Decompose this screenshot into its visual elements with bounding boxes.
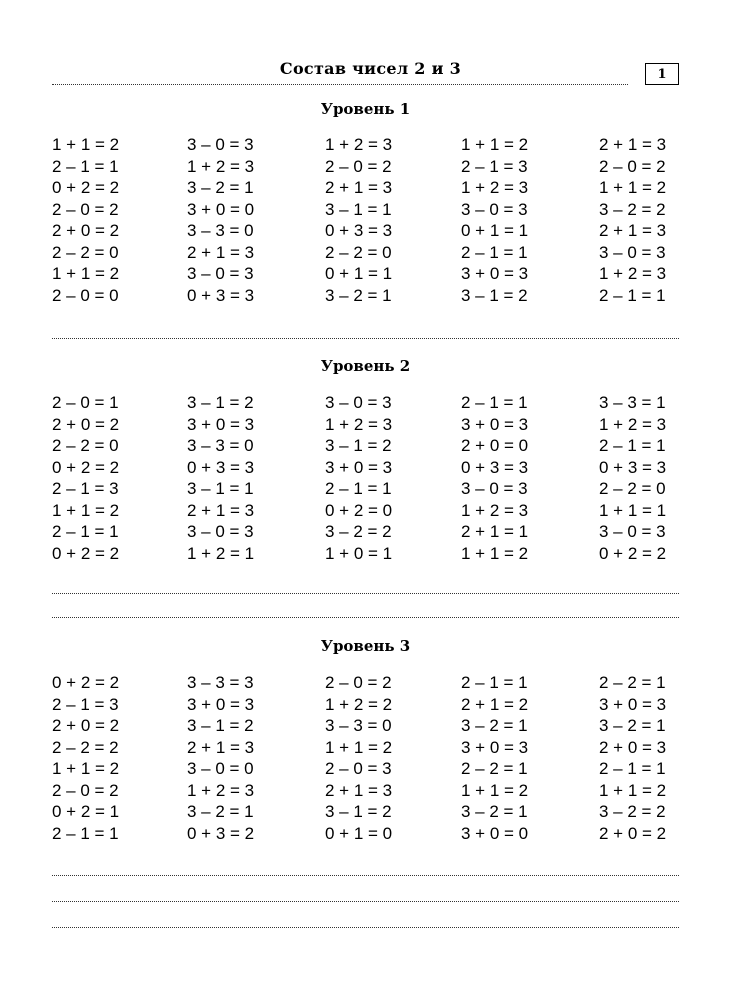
equation: 3 + 0 = 3 <box>187 414 255 434</box>
equation: 3 – 3 = 1 <box>599 393 666 412</box>
equation: 2 – 0 = 0 <box>52 285 119 305</box>
equation: 2 – 0 = 2 <box>325 156 392 176</box>
answer-line[interactable] <box>52 338 679 339</box>
equation: 1 + 1 = 2 <box>599 178 667 197</box>
equation: 2 – 0 = 2 <box>52 199 119 219</box>
equation: 1 + 2 = 3 <box>599 264 667 283</box>
equation: 2 + 1 = 2 <box>461 694 529 714</box>
equation: 2 + 1 = 3 <box>187 500 255 520</box>
page-number-box: 1 <box>645 63 679 85</box>
equation: 3 – 2 = 2 <box>325 522 392 541</box>
equation: 3 – 3 = 3 <box>187 673 254 692</box>
equation: 3 – 2 = 2 <box>599 199 666 219</box>
equation: 2 – 0 = 3 <box>325 759 392 778</box>
equation: 2 + 0 = 0 <box>461 436 529 455</box>
equation: 3 – 3 = 0 <box>187 221 254 240</box>
equation: 2 + 1 = 3 <box>325 780 393 800</box>
equation: 2 – 1 = 1 <box>52 522 119 541</box>
title-divider <box>52 84 628 85</box>
equation: 1 + 2 = 3 <box>187 780 255 800</box>
equation: 3 – 1 = 1 <box>187 479 254 498</box>
level-3-exercises <box>52 672 692 844</box>
equation: 3 – 0 = 0 <box>187 759 254 778</box>
equation: 1 + 1 = 2 <box>52 500 120 520</box>
equation: 1 + 2 = 3 <box>461 178 529 197</box>
equation: 2 – 0 = 2 <box>325 673 392 692</box>
equation: 3 – 0 = 3 <box>461 199 528 219</box>
equation: 2 + 1 = 3 <box>599 221 667 240</box>
equation: 0 + 1 = 0 <box>325 823 393 843</box>
equation: 1 + 2 = 3 <box>325 135 393 154</box>
equation: 1 + 2 = 3 <box>325 414 393 434</box>
equation: 1 + 1 = 2 <box>325 737 393 757</box>
level-1-title: Уровень 1 <box>320 100 411 118</box>
equation: 1 + 2 = 2 <box>325 694 393 714</box>
equation: 3 + 0 = 3 <box>325 457 393 477</box>
equation: 1 + 1 = 2 <box>461 780 529 800</box>
equation: 0 + 2 = 1 <box>52 802 120 821</box>
equation: 0 + 3 = 3 <box>599 457 667 477</box>
level-2-title: Уровень 2 <box>320 357 411 375</box>
equation: 0 + 2 = 0 <box>325 500 393 520</box>
equation: 3 – 0 = 3 <box>187 264 254 283</box>
equation: 3 – 3 = 0 <box>187 436 254 455</box>
equation: 1 + 2 = 3 <box>461 500 529 520</box>
equation: 3 – 2 = 1 <box>187 178 254 197</box>
equation: 3 – 0 = 3 <box>187 522 254 541</box>
answer-line[interactable] <box>52 593 679 594</box>
equation: 1 + 2 = 3 <box>599 414 667 434</box>
equation: 2 – 2 = 0 <box>52 242 119 262</box>
equation: 2 + 1 = 1 <box>461 522 529 541</box>
level-1-exercises <box>52 134 692 306</box>
equation: 2 – 1 = 3 <box>52 479 119 498</box>
equation: 2 + 1 = 3 <box>599 135 667 154</box>
equation: 3 – 1 = 2 <box>325 436 392 455</box>
equation: 2 – 0 = 2 <box>52 780 119 800</box>
equation: 3 – 2 = 2 <box>599 802 666 821</box>
equation: 2 – 0 = 2 <box>599 156 666 176</box>
answer-line[interactable] <box>52 927 679 928</box>
equation: 2 – 2 = 1 <box>461 759 528 778</box>
equation: 1 + 1 = 2 <box>461 543 529 563</box>
page-title: Состав чисел 2 и 3 <box>279 59 462 78</box>
equation: 3 – 1 = 1 <box>325 199 392 219</box>
equation: 1 + 1 = 2 <box>52 759 120 778</box>
equation: 2 – 1 = 1 <box>52 823 119 843</box>
equation: 2 + 1 = 3 <box>325 178 393 197</box>
equation: 3 – 2 = 1 <box>461 716 528 735</box>
equation: 3 – 0 = 3 <box>599 522 666 541</box>
equation: 3 + 0 = 3 <box>461 264 529 283</box>
equation: 3 – 2 = 1 <box>325 285 392 305</box>
equation: 2 – 1 = 3 <box>52 694 119 714</box>
equation: 3 + 0 = 3 <box>187 694 255 714</box>
equation: 0 + 1 = 1 <box>325 264 393 283</box>
equation: 2 – 1 = 1 <box>599 436 666 455</box>
equation: 3 – 2 = 1 <box>187 802 254 821</box>
equation: 1 + 2 = 1 <box>187 543 255 563</box>
equation: 0 + 3 = 3 <box>187 285 255 305</box>
equation: 2 – 2 = 0 <box>325 242 392 262</box>
equation: 2 + 0 = 2 <box>52 221 120 240</box>
equation: 0 + 3 = 2 <box>187 823 255 843</box>
equation: 3 + 0 = 3 <box>461 737 529 757</box>
equation: 0 + 3 = 3 <box>325 221 393 240</box>
equation: 3 – 0 = 3 <box>325 393 392 412</box>
equation: 0 + 2 = 2 <box>52 457 120 477</box>
equation: 2 + 0 = 2 <box>599 823 667 843</box>
equation: 2 – 1 = 1 <box>52 156 119 176</box>
equation: 2 – 2 = 1 <box>599 673 666 692</box>
equation: 2 + 0 = 2 <box>52 716 120 735</box>
answer-line[interactable] <box>52 617 679 618</box>
equation: 2 – 2 = 0 <box>52 436 119 455</box>
equation: 3 – 0 = 3 <box>187 135 254 154</box>
equation: 2 – 1 = 3 <box>461 156 528 176</box>
equation: 0 + 1 = 1 <box>461 221 529 240</box>
level-2-exercises <box>52 392 692 564</box>
equation: 3 – 2 = 1 <box>599 716 666 735</box>
equation: 2 + 0 = 2 <box>52 414 120 434</box>
equation: 2 – 2 = 2 <box>52 737 119 757</box>
equation: 2 – 1 = 1 <box>461 393 528 412</box>
equation: 0 + 2 = 2 <box>52 178 120 197</box>
equation: 1 + 1 = 2 <box>52 135 120 154</box>
equation: 3 – 1 = 2 <box>325 802 392 821</box>
equation: 2 + 1 = 3 <box>187 737 255 757</box>
equation: 3 – 1 = 2 <box>187 393 254 412</box>
equation: 1 + 1 = 1 <box>599 500 667 520</box>
equation: 0 + 2 = 2 <box>52 673 120 692</box>
answer-line[interactable] <box>52 901 679 902</box>
equation: 2 – 1 = 1 <box>599 285 666 305</box>
equation: 1 + 1 = 2 <box>461 135 529 154</box>
equation: 2 + 1 = 3 <box>187 242 255 262</box>
equation: 2 – 1 = 1 <box>461 673 528 692</box>
answer-line[interactable] <box>52 875 679 876</box>
equation: 3 + 0 = 3 <box>599 694 667 714</box>
equation: 1 + 2 = 3 <box>187 156 255 176</box>
equation: 2 – 0 = 1 <box>52 393 119 412</box>
equation: 1 + 0 = 1 <box>325 543 393 563</box>
equation: 2 – 1 = 1 <box>461 242 528 262</box>
equation: 1 + 1 = 2 <box>52 264 120 283</box>
equation: 2 – 1 = 1 <box>325 479 392 498</box>
equation: 1 + 1 = 2 <box>599 780 667 800</box>
equation: 2 – 1 = 1 <box>599 759 666 778</box>
equation: 3 – 3 = 0 <box>325 716 392 735</box>
equation: 0 + 3 = 3 <box>461 457 529 477</box>
equation: 3 – 0 = 3 <box>599 242 666 262</box>
equation: 3 + 0 = 3 <box>461 414 529 434</box>
equation: 3 – 0 = 3 <box>461 479 528 498</box>
level-3-title: Уровень 3 <box>320 637 411 655</box>
equation: 3 + 0 = 0 <box>461 823 529 843</box>
equation: 0 + 3 = 3 <box>187 457 255 477</box>
equation: 3 – 1 = 2 <box>461 285 528 305</box>
equation: 2 – 2 = 0 <box>599 479 666 498</box>
equation: 2 + 0 = 3 <box>599 737 667 757</box>
equation: 3 – 1 = 2 <box>187 716 254 735</box>
equation: 0 + 2 = 2 <box>599 543 667 563</box>
equation: 3 + 0 = 0 <box>187 199 255 219</box>
equation: 0 + 2 = 2 <box>52 543 120 563</box>
equation: 3 – 2 = 1 <box>461 802 528 821</box>
